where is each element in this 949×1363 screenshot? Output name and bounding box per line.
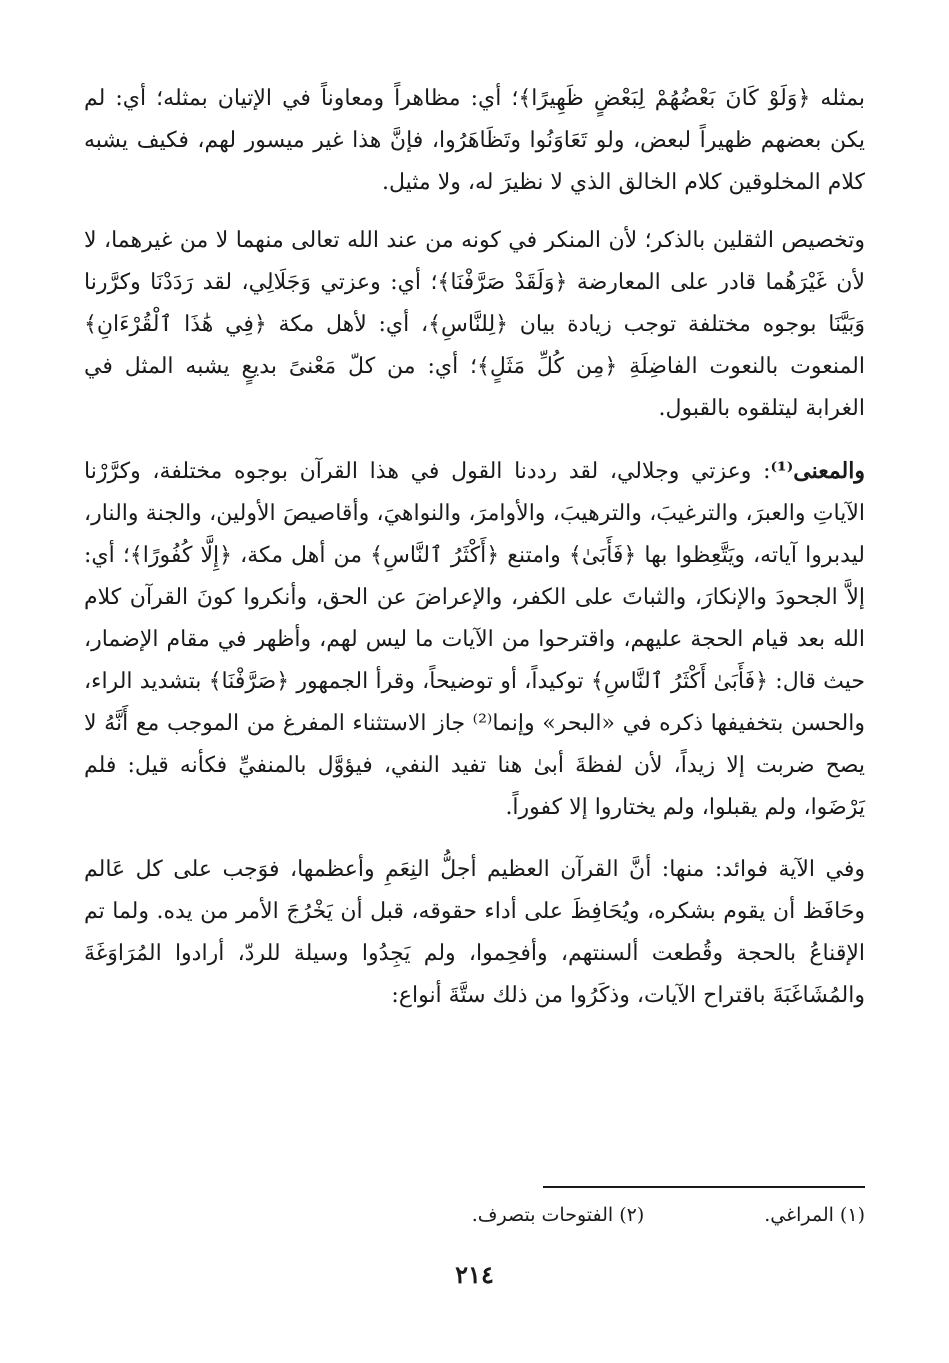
page-number: ٢١٤: [455, 1260, 494, 1289]
paragraph-2: [84, 220, 865, 430]
footnote-divider: [543, 1186, 865, 1188]
footnotes: [84, 1200, 865, 1230]
paragraph-2-text: وتخصيص الثقلين بالذكر؛ لأن المنكر في كونه من عند الله تعالى منهما لا من غيرهما، لا لأن غَيْرَهُما قادر على المعارضة ﴿وَلَقَدْ صَرَّفْنَا﴾؛ أي: وعزتي وَجَلَالِي، لقد رَدَدْنَا وكرَّرنا وَبَيَّنَا بوجوه مختلفة توجب زيادة بيان ﴿لِلنَّاسِ﴾، أي: لأهل مكة ﴿فِي هَٰذَا ٱلْقُرْءَانِ﴾ المنعوت بالنعوت الفاضِلَةِ ﴿مِن كُلِّ مَثَلٍ﴾؛ أي: من كلّ مَعْنىً بديعٍ يشبه المثل في الغرابة ليتلقوه بالقبول.: [84, 228, 865, 421]
paragraph-3-text: : وعزتي وجلالي، لقد رددنا القول في هذا القرآن بوجوه مختلفة، وكرَّرْنا الآياتِ والعبرَ، والترغيبَ، والترهيبَ، والأوامرَ، والنواهيَ، وأقاصيصَ الأولين، والجنة والنار، ليدبروا آياته، ويَتَّعِظوا بها ﴿فَأَبَىٰ﴾ وامتنع ﴿أَكْثَرُ ٱلنَّاسِ﴾ من أهل مكة، ﴿إِلَّا كُفُورًا﴾؛ أي: إلاَّ الجحودَ والإنكارَ، والثباتَ على الكفر، والإعراضَ عن الحق، وأنكروا كونَ القرآن كلام الله بعد قيام الحجة عليهم، واقترحوا من الآيات ما ليس لهم، وأظهر في مقام الإضمار، حيث قال: ﴿فَأَبَىٰ أَكْثَرُ ٱلنَّاسِ﴾ توكيداً، أو توضيحاً، وقرأ الجمهور ﴿صَرَّفْنَا﴾ بتشديد الراء، والحسن بتخفيفها ذكره في «البحر» وإنما⁽²⁾ جاز الاستثناء المفرغ من الموجب مع أَنَّهُ لا يصح ضربت إلا زيداً، لأن لفظةَ أبىٰ هنا تفيد النفي، فيؤوَّل بالمنفيِّ فكأنه قيل: فلم يَرْضَوا، ولم يقبلوا، ولم يختاروا إلا كفوراً.: [84, 459, 866, 820]
main-text: [84, 78, 865, 1037]
paragraph-3-lead: والمعنى⁽¹⁾: [770, 458, 865, 484]
footnote-2: (٢) الفتوحات بتصرف.: [471, 1204, 645, 1226]
paragraph-1: [84, 78, 865, 204]
paragraph-4-text: وفي الآية فوائد: منها: أنَّ القرآن العظيم أجلُّ النِعَمِ وأعظمها، فوَجب على كل عَالم وحَافَظ أن يقوم بشكره، ويُحَافِظَ على أداء حقوقه، قبل أن يَخْرُجَ الأمر من يده. ولما تم الإقناعُ بالحجة وقُطعت ألسنتهم، وأفحِموا، ولم يَجِدُوا وسيلة للردّ، أرادوا المُرَاوَغَةَ والمُشَاغَبَةَ باقتراح الآيات، وذكَرُوا من ذلك ستَّةَ أنواع:: [84, 857, 865, 1008]
footnote-1: (١) المراغي.: [764, 1204, 865, 1226]
paragraph-4: [84, 849, 865, 1017]
paragraph-3: [84, 450, 865, 829]
paragraph-1-text: بمثله ﴿وَلَوْ كَانَ بَعْضُهُمْ لِبَعْضٍ ظَهِيرًا﴾؛ أي: مظاهراً ومعاوناً في الإتيان بمثله؛ أي: لم يكن بعضهم ظهيراً لبعض، ولو تَعَاوَنُوا وتَظَاهَرُوا، فإنَّ هذا غير ميسور لهم، فكيف يشبه كلام المخلوقين كلام الخالق الذي لا نظيرَ له، ولا مثيل.: [84, 86, 865, 195]
